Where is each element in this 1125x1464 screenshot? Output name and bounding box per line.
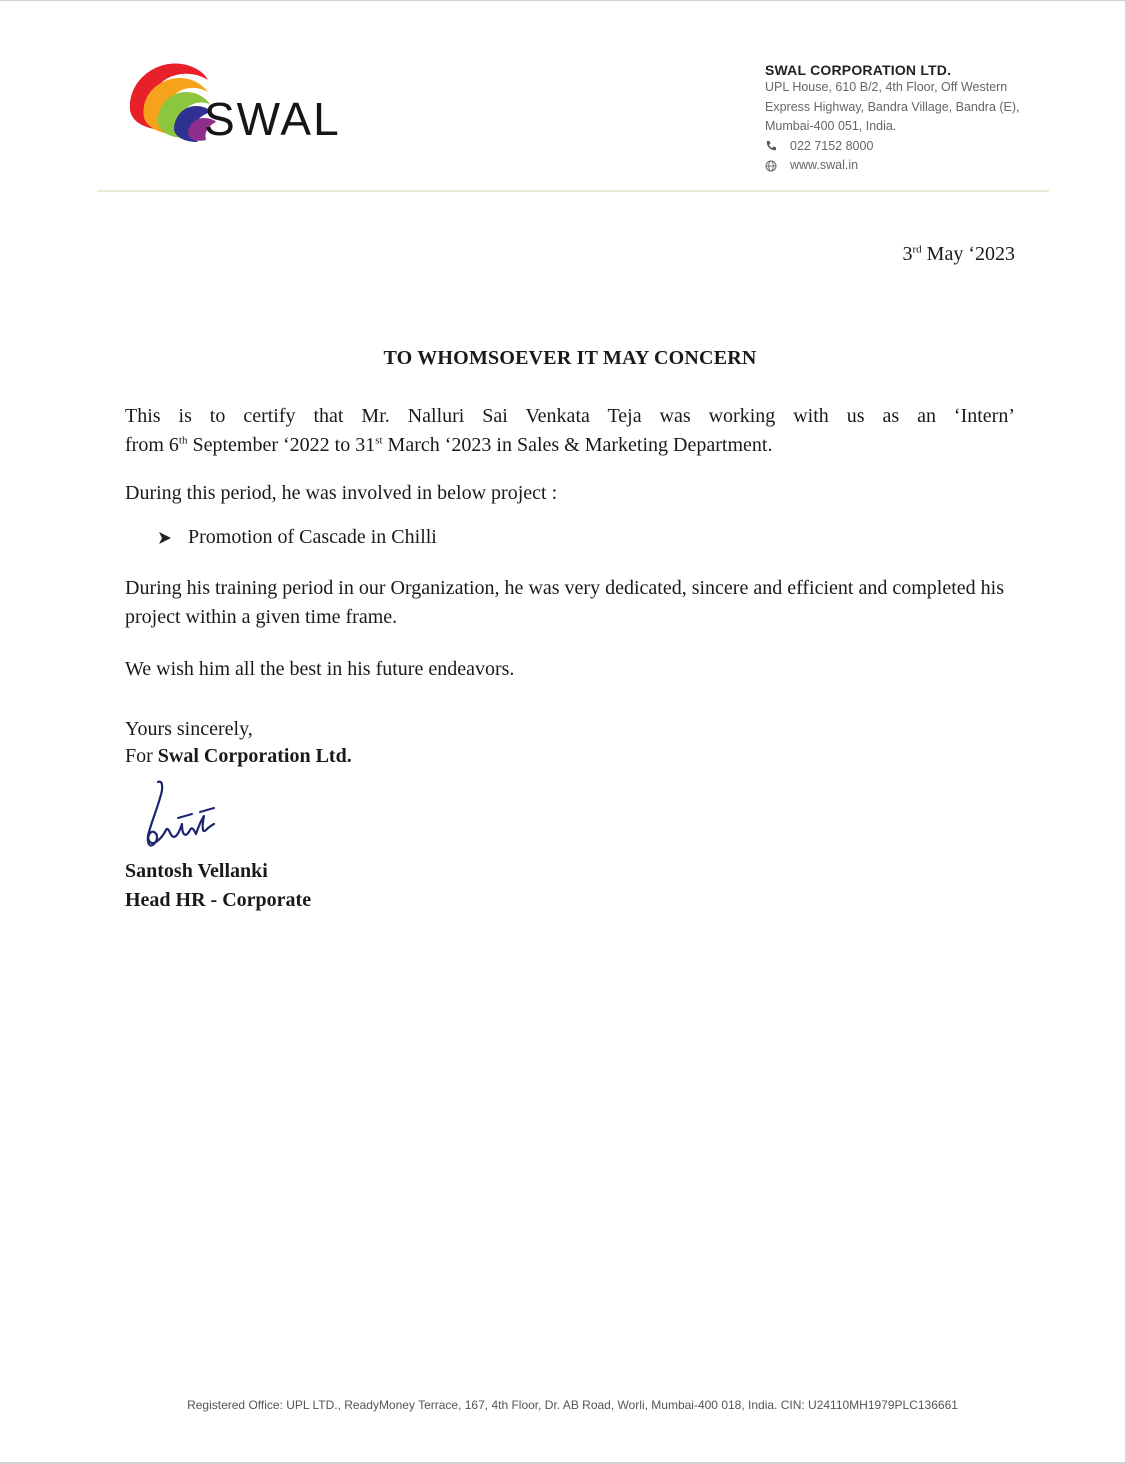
letter-date (903, 243, 1016, 266)
closing-salutation: Yours sincerely, (125, 718, 253, 740)
date-day: 3 (902, 243, 913, 265)
ordinal-suffix: st (375, 434, 383, 447)
phone-icon (765, 139, 781, 153)
arrow-bullet-icon (158, 531, 172, 545)
date-suffix: rd (912, 243, 922, 256)
project-list-item (158, 526, 437, 549)
paragraph-text: September ‘2022 to 31 (187, 434, 376, 456)
ordinal-suffix: th (178, 434, 188, 447)
swal-logo (126, 58, 366, 148)
website-link[interactable]: www.swal.in (790, 158, 859, 172)
phone-number: 022 7152 8000 (790, 138, 874, 153)
company-header (765, 62, 1020, 176)
signer-title: Head HR - Corporate (125, 888, 312, 911)
address-line: Express Highway, Bandra Village, Bandra (E), (765, 99, 1020, 114)
evaluation-paragraph: During his training period in our Organization, he was very dedicated, sincere and efficient and completed his project within a given time frame. (125, 577, 1004, 628)
website-row (765, 156, 1020, 176)
phone-row (765, 137, 1020, 157)
closing-block (125, 716, 352, 770)
certification-paragraph (125, 402, 1015, 460)
signer-block (125, 857, 311, 914)
address-line: UPL House, 610 B/2, 4th Floor, Off Western (765, 80, 1008, 94)
project-name: Promotion of Cascade in Chilli (188, 526, 437, 548)
date-rest: May ‘2023 (921, 243, 1015, 265)
paragraph-text: March ‘2023 in Sales & Marketing Department. (382, 434, 773, 456)
company-name-bold: Swal Corporation Ltd. (157, 745, 352, 767)
paragraph-line: This is to certify that Mr. Nalluri Sai Venkata Teja was working with us as an ‘Intern’ (125, 405, 1015, 427)
project-intro: During this period, he was involved in below project : (125, 482, 558, 504)
registered-office-footer: Registered Office: UPL LTD., ReadyMoney Terrace, 167, 4th Floor, Dr. AB Road, Worli, Mumbai-400 018, India. CIN: U24110MH1979PLC136661 (187, 1398, 958, 1412)
signature (140, 778, 220, 856)
address-line: Mumbai-400 051, India. (765, 119, 897, 133)
wishes-paragraph: We wish him all the best in his future endeavors. (125, 658, 515, 680)
logo-wordmark: SWAL (204, 93, 341, 145)
closing-company (125, 743, 352, 770)
signer-name: Santosh Vellanki (125, 860, 268, 882)
header-divider (97, 190, 1049, 192)
page-top-border (0, 0, 1125, 1)
for-prefix: For (125, 745, 158, 767)
globe-icon (765, 159, 781, 173)
company-name: SWAL CORPORATION LTD. (765, 62, 952, 78)
paragraph-text: from 6 (125, 434, 179, 456)
letter-heading: TO WHOMSOEVER IT MAY CONCERN (383, 347, 757, 369)
